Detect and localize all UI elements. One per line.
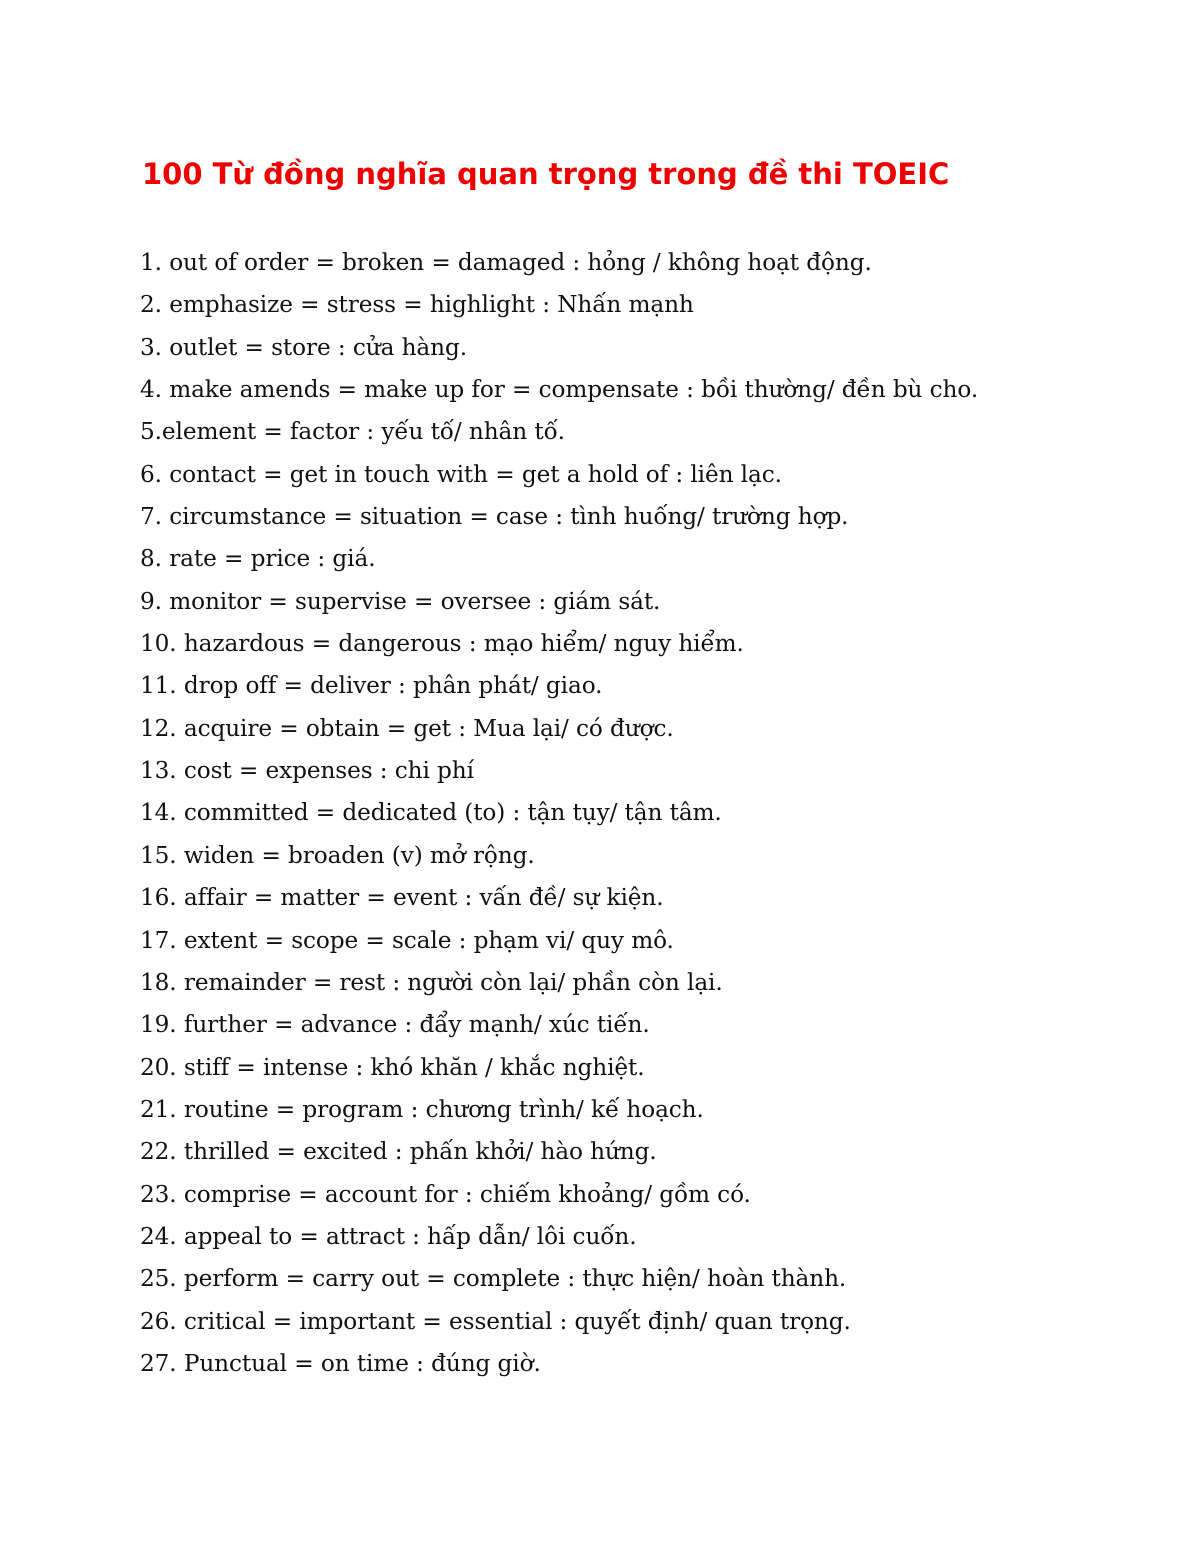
synonym-item-20: 20. stiff = intense : khó khăn / khắc nghiệt. [140,1053,645,1081]
synonym-item-1: 1. out of order = broken = damaged : hỏng / không hoạt động. [140,249,872,276]
synonym-item-4: 4. make amends = make up for = compensate : bồi thường/ đền bù cho. [140,376,979,404]
synonym-item-11: 11. drop off = deliver : phân phát/ giao. [140,672,603,700]
synonym-item-27: 27. Punctual = on time : đúng giờ. [140,1349,541,1377]
synonym-item-10: 10. hazardous = dangerous : mạo hiểm/ nguy hiểm. [140,630,744,658]
synonym-item-8: 8. rate = price : giá. [140,545,376,573]
synonym-item-19: 19. further = advance : đẩy mạnh/ xúc tiến. [140,1011,650,1039]
synonym-item-26: 26. critical = important = essential : quyết định/ quan trọng. [140,1307,851,1335]
synonym-item-2: 2. emphasize = stress = highlight : Nhấn mạnh [140,291,694,319]
synonym-item-21: 21. routine = program : chương trình/ kế hoạch. [140,1095,704,1123]
synonym-item-18: 18. remainder = rest : người còn lại/ phần còn lại. [140,968,723,996]
document-title: 100 Từ đồng nghĩa quan trọng trong đề thi TOEIC [142,157,950,191]
synonym-item-3: 3. outlet = store : cửa hàng. [140,333,467,361]
synonym-item-12: 12. acquire = obtain = get : Mua lại/ có được. [140,714,674,742]
synonym-item-13: 13. cost = expenses : chi phí [140,757,474,785]
synonym-item-14: 14. committed = dedicated (to) : tận tụy/ tận tâm. [140,799,722,827]
synonym-item-22: 22. thrilled = excited : phấn khởi/ hào hứng. [140,1138,657,1166]
synonym-item-7: 7. circumstance = situation = case : tình huống/ trường hợp. [140,503,849,531]
synonym-item-5: 5.element = factor : yếu tố/ nhân tố. [140,418,565,446]
synonym-item-24: 24. appeal to = attract : hấp dẫn/ lôi cuốn. [140,1222,637,1250]
synonym-item-9: 9. monitor = supervise = oversee : giám sát. [140,587,661,615]
synonym-list [140,242,978,1385]
synonym-item-6: 6. contact = get in touch with = get a hold of : liên lạc. [140,460,782,488]
synonym-item-23: 23. comprise = account for : chiếm khoảng/ gồm có. [140,1180,751,1208]
synonym-item-15: 15. widen = broaden (v) mở rộng. [140,841,535,869]
synonym-item-17: 17. extent = scope = scale : phạm vi/ quy mô. [140,926,674,954]
synonym-item-25: 25. perform = carry out = complete : thực hiện/ hoàn thành. [140,1265,847,1293]
synonym-item-16: 16. affair = matter = event : vấn đề/ sự kiện. [140,884,664,912]
